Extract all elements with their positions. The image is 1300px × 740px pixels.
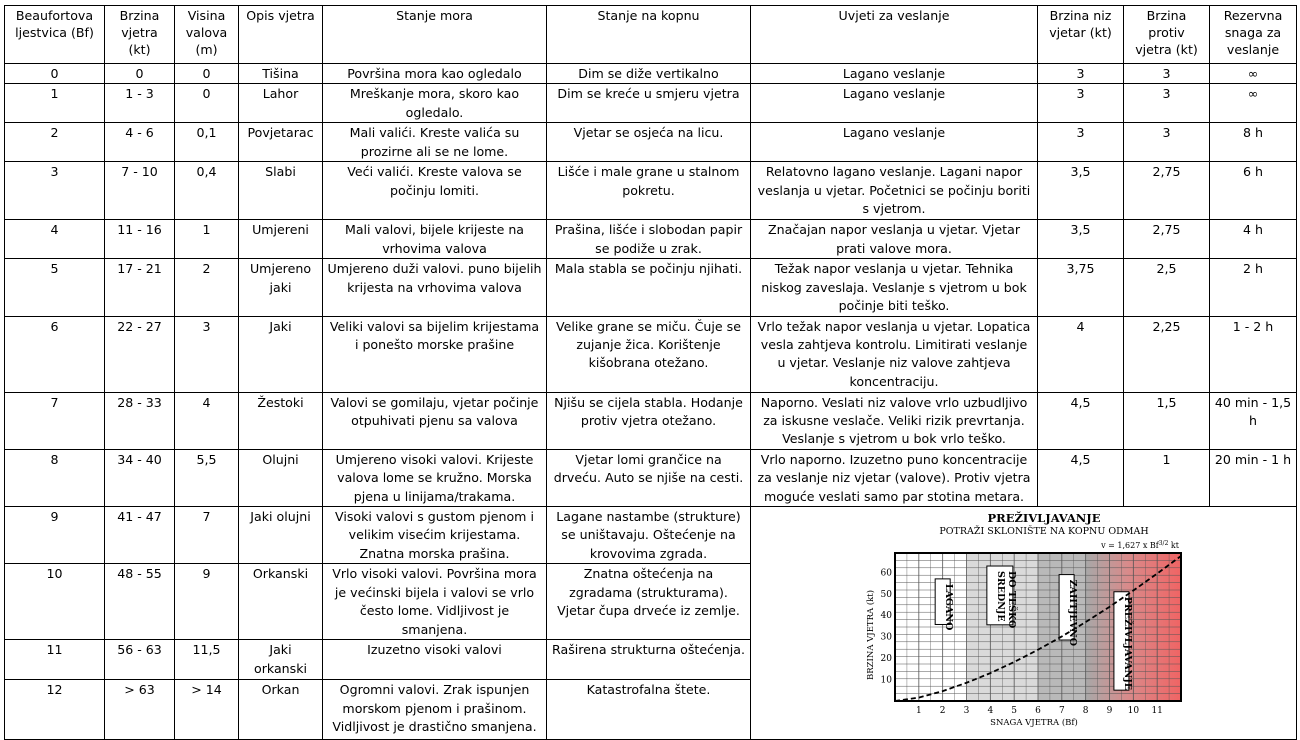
wind-description-cell: Olujni bbox=[239, 449, 323, 506]
land-state-cell: Vjetar se osjeća na licu. bbox=[547, 123, 751, 162]
downwind-speed-cell: 4,5 bbox=[1038, 392, 1124, 449]
wind-speed-cell: 28 - 33 bbox=[105, 392, 175, 449]
column-header: Brzina niz vjetar (kt) bbox=[1038, 6, 1124, 64]
column-header: Brzina vjetra (kt) bbox=[105, 6, 175, 64]
wind-description-cell: Žestoki bbox=[239, 392, 323, 449]
y-tick-label: 10 bbox=[880, 675, 892, 686]
y-tick-label: 20 bbox=[880, 654, 892, 665]
wind-speed-cell: 22 - 27 bbox=[105, 316, 175, 392]
wind-description-cell: Jaki bbox=[239, 316, 323, 392]
rowing-conditions-cell: Relatovno lagano veslanje. Lagani napor veslanja u vjetar. Početnici se počinju boriti s vjetrom. bbox=[751, 162, 1038, 220]
sea-state-cell: Mreškanje mora, skoro kao ogledalo. bbox=[323, 84, 547, 123]
wind-description-cell: Slabi bbox=[239, 162, 323, 220]
wind-speed-cell: 1 - 3 bbox=[105, 84, 175, 123]
land-state-cell: Prašina, lišće i slobodan papir se podiže u zrak. bbox=[547, 220, 751, 259]
y-tick-label: 50 bbox=[880, 589, 892, 600]
bf-cell: 1 bbox=[5, 84, 105, 123]
bf-cell: 0 bbox=[5, 64, 105, 84]
bf-cell: 3 bbox=[5, 162, 105, 220]
zone-label: LAGANO bbox=[943, 583, 955, 631]
table-row bbox=[5, 84, 1297, 123]
reserve-power-cell: 6 h bbox=[1210, 162, 1297, 220]
wave-height-cell: 4 bbox=[175, 392, 239, 449]
chart-formula: v = 1,627 x $Bf^{3/2}$ kt bbox=[1101, 540, 1179, 551]
column-header: Beaufortova ljestvica (Bf) bbox=[5, 6, 105, 64]
y-axis-label: BRZINA VJETRA (kt) bbox=[866, 590, 876, 681]
x-tick-label: 6 bbox=[1035, 706, 1041, 717]
wind-speed-cell: 34 - 40 bbox=[105, 449, 175, 506]
land-state-cell: Dim se diže vertikalno bbox=[547, 64, 751, 84]
bf-cell: 11 bbox=[5, 640, 105, 680]
wave-height-cell: 3 bbox=[175, 316, 239, 392]
table-row bbox=[5, 162, 1297, 220]
wind-speed-cell: 17 - 21 bbox=[105, 259, 175, 316]
chart-grid bbox=[895, 553, 1181, 701]
upwind-speed-cell: 2,75 bbox=[1124, 162, 1210, 220]
table-row bbox=[5, 220, 1297, 259]
x-tick-label: 9 bbox=[1106, 706, 1113, 717]
rowing-conditions-cell: Lagano veslanje bbox=[751, 123, 1038, 162]
rowing-conditions-cell: Vrlo težak napor veslanja u vjetar. Lopatica vesla zahtjeva kontrolu. Limitirati veslanje u vjetar. Veslanje niz valove zahtjeva koncentraciju. bbox=[751, 316, 1038, 392]
x-tick-label: 5 bbox=[1011, 706, 1018, 717]
wind-description-cell: Tišina bbox=[239, 64, 323, 84]
bf-cell: 8 bbox=[5, 449, 105, 506]
rowing-conditions-cell: Značajan napor veslanja u vjetar. Vjetar prati valove mora. bbox=[751, 220, 1038, 259]
upwind-speed-cell: 2,25 bbox=[1124, 316, 1210, 392]
upwind-speed-cell: 3 bbox=[1124, 84, 1210, 123]
zone-label: PREŽIVLJAVANJE bbox=[1121, 596, 1133, 691]
sea-state-cell: Ogromni valovi. Zrak ispunjen morskom pjenom i prašinom. Vidljivost je drastično smanjena. bbox=[323, 680, 547, 740]
bf-cell: 5 bbox=[5, 259, 105, 316]
wave-height-cell: > 14 bbox=[175, 680, 239, 740]
survival-chart-cell bbox=[751, 507, 1297, 740]
wave-height-cell: 1 bbox=[175, 220, 239, 259]
sea-state-cell: Vrlo visoki valovi. Površina mora je većinski bijela i valovi se vrlo često lome. Vidljivost je smanjena. bbox=[323, 564, 547, 640]
column-header: Opis vjetra bbox=[239, 6, 323, 64]
table-row bbox=[5, 392, 1297, 449]
y-tick-label: 60 bbox=[880, 568, 892, 579]
downwind-speed-cell: 3 bbox=[1038, 123, 1124, 162]
bf-cell: 4 bbox=[5, 220, 105, 259]
reserve-power-cell: 20 min - 1 h bbox=[1210, 449, 1297, 506]
sea-state-cell: Površina mora kao ogledalo bbox=[323, 64, 547, 84]
column-header: Visina valova (m) bbox=[175, 6, 239, 64]
sea-state-cell: Mali valovi, bijele krijeste na vrhovima valova bbox=[323, 220, 547, 259]
wind-speed-cell: > 63 bbox=[105, 680, 175, 740]
bf-cell: 10 bbox=[5, 564, 105, 640]
zone-label: SREDNJE bbox=[994, 571, 1006, 622]
downwind-speed-cell: 3,5 bbox=[1038, 220, 1124, 259]
downwind-speed-cell: 3 bbox=[1038, 84, 1124, 123]
rowing-conditions-cell: Lagano veslanje bbox=[751, 64, 1038, 84]
table-row bbox=[5, 449, 1297, 506]
downwind-speed-cell: 4,5 bbox=[1038, 449, 1124, 506]
wave-height-cell: 0,4 bbox=[175, 162, 239, 220]
wave-height-cell: 0,1 bbox=[175, 123, 239, 162]
wind-description-cell: Jaki orkanski bbox=[239, 640, 323, 680]
land-state-cell: Lišće i male grane u stalnom pokretu. bbox=[547, 162, 751, 220]
wave-height-cell: 5,5 bbox=[175, 449, 239, 506]
bf-cell: 12 bbox=[5, 680, 105, 740]
reserve-power-cell: 1 - 2 h bbox=[1210, 316, 1297, 392]
upwind-speed-cell: 3 bbox=[1124, 123, 1210, 162]
chart-subtitle: POTRAŽI SKLONIŠTE NA KOPNU ODMAH bbox=[939, 526, 1149, 538]
x-tick-label: 7 bbox=[1058, 706, 1065, 717]
rowing-conditions-cell: Težak napor veslanja u vjetar. Tehnika niskog zaveslaja. Veslanje s vjetrom u bok počinje biti teško. bbox=[751, 259, 1038, 316]
column-header: Stanje na kopnu bbox=[547, 6, 751, 64]
sea-state-cell: Valovi se gomilaju, vjetar počinje otpuhivati pjenu sa valova bbox=[323, 392, 547, 449]
bf-cell: 2 bbox=[5, 123, 105, 162]
reserve-power-cell: ∞ bbox=[1210, 84, 1297, 123]
bf-cell: 6 bbox=[5, 316, 105, 392]
downwind-speed-cell: 3,5 bbox=[1038, 162, 1124, 220]
x-tick-label: 3 bbox=[963, 706, 970, 717]
reserve-power-cell: 2 h bbox=[1210, 259, 1297, 316]
bf-cell: 7 bbox=[5, 392, 105, 449]
land-state-cell: Mala stabla se počinju njihati. bbox=[547, 259, 751, 316]
sea-state-cell: Visoki valovi s gustom pjenom i velikim visećim krijestama. Znatna morska prašina. bbox=[323, 507, 547, 564]
x-tick-label: 11 bbox=[1151, 706, 1163, 717]
reserve-power-cell: 4 h bbox=[1210, 220, 1297, 259]
survival-chart bbox=[751, 507, 1295, 739]
table-row bbox=[5, 259, 1297, 316]
x-tick-label: 1 bbox=[915, 706, 922, 717]
wind-speed-cell: 11 - 16 bbox=[105, 220, 175, 259]
column-header: Rezervna snaga za veslanje bbox=[1210, 6, 1297, 64]
land-state-cell: Lagane nastambe (strukture) se uništavaju. Oštećenje na krovovima zgrada. bbox=[547, 507, 751, 564]
table-row bbox=[5, 64, 1297, 84]
downwind-speed-cell: 4 bbox=[1038, 316, 1124, 392]
sea-state-cell: Mali valići. Kreste valića su prozirne ali se ne lome. bbox=[323, 123, 547, 162]
wind-description-cell: Orkanski bbox=[239, 564, 323, 640]
upwind-speed-cell: 3 bbox=[1124, 64, 1210, 84]
beaufort-table bbox=[4, 5, 1297, 740]
table-row bbox=[5, 123, 1297, 162]
wind-description-cell: Orkan bbox=[239, 680, 323, 740]
wind-description-cell: Lahor bbox=[239, 84, 323, 123]
x-tick-label: 2 bbox=[939, 706, 946, 717]
x-tick-label: 8 bbox=[1082, 706, 1089, 717]
wind-description-cell: Umjereni bbox=[239, 220, 323, 259]
land-state-cell: Raširena strukturna oštećenja. bbox=[547, 640, 751, 680]
wind-speed-cell: 41 - 47 bbox=[105, 507, 175, 564]
land-state-cell: Dim se kreće u smjeru vjetra bbox=[547, 84, 751, 123]
sea-state-cell: Veliki valovi sa bijelim krijestama i ponešto morske prašine bbox=[323, 316, 547, 392]
y-tick-label: 30 bbox=[880, 632, 892, 643]
zone-label: DO TEŠKO bbox=[1005, 571, 1017, 629]
column-header: Brzina protiv vjetra (kt) bbox=[1124, 6, 1210, 64]
wave-height-cell: 0 bbox=[175, 64, 239, 84]
land-state-cell: Znatna oštećenja na zgradama (strukturama). Vjetar čupa drveće iz zemlje. bbox=[547, 564, 751, 640]
reserve-power-cell: 8 h bbox=[1210, 123, 1297, 162]
land-state-cell: Njišu se cijela stabla. Hodanje protiv vjetra otežano. bbox=[547, 392, 751, 449]
chart-formula-unit: kt bbox=[1168, 541, 1179, 551]
wind-speed-cell: 56 - 63 bbox=[105, 640, 175, 680]
reserve-power-cell: 40 min - 1,5 h bbox=[1210, 392, 1297, 449]
column-header: Uvjeti za veslanje bbox=[751, 6, 1038, 64]
table-row bbox=[5, 316, 1297, 392]
rowing-conditions-cell: Naporno. Veslati niz valove vrlo uzbudljivo za iskusne veslače. Veliki rizik prevrtanja. Veslanje s vjetrom u bok vrlo teško. bbox=[751, 392, 1038, 449]
wave-height-cell: 9 bbox=[175, 564, 239, 640]
sea-state-cell: Veći valići. Kreste valova se počinju lomiti. bbox=[323, 162, 547, 220]
chart-formula-exponent: 3/2 bbox=[1158, 540, 1169, 548]
reserve-power-cell: ∞ bbox=[1210, 64, 1297, 84]
bf-cell: 9 bbox=[5, 507, 105, 564]
land-state-cell: Katastrofalna štete. bbox=[547, 680, 751, 740]
upwind-speed-cell: 2,75 bbox=[1124, 220, 1210, 259]
x-tick-label: 10 bbox=[1127, 706, 1140, 717]
zone-label: ZAHTJEVNO bbox=[1067, 579, 1079, 647]
wind-speed-cell: 7 - 10 bbox=[105, 162, 175, 220]
wave-height-cell: 7 bbox=[175, 507, 239, 564]
wave-height-cell: 11,5 bbox=[175, 640, 239, 680]
x-axis-label: SNAGA VJETRA (Bf) bbox=[990, 718, 1078, 729]
column-header: Stanje mora bbox=[323, 6, 547, 64]
land-state-cell: Velike grane se miču. Čuje se zujanje žica. Korištenje kišobrana otežano. bbox=[547, 316, 751, 392]
y-tick-label: 40 bbox=[880, 611, 892, 622]
wind-description-cell: Povjetarac bbox=[239, 123, 323, 162]
sea-state-cell: Izuzetno visoki valovi bbox=[323, 640, 547, 680]
wind-speed-cell: 48 - 55 bbox=[105, 564, 175, 640]
wind-description-cell: Umjereno jaki bbox=[239, 259, 323, 316]
rowing-conditions-cell: Vrlo naporno. Izuzetno puno koncentracije za veslanje niz vjetar (valove). Protiv vjetra moguće veslati samo par stotina metara. bbox=[751, 449, 1038, 506]
downwind-speed-cell: 3,75 bbox=[1038, 259, 1124, 316]
wind-speed-cell: 0 bbox=[105, 64, 175, 84]
table-row bbox=[5, 507, 1297, 564]
land-state-cell: Vjetar lomi grančice na drveću. Auto se njiše na cesti. bbox=[547, 449, 751, 506]
x-tick-label: 4 bbox=[987, 706, 994, 717]
upwind-speed-cell: 1 bbox=[1124, 449, 1210, 506]
rowing-conditions-cell: Lagano veslanje bbox=[751, 84, 1038, 123]
downwind-speed-cell: 3 bbox=[1038, 64, 1124, 84]
upwind-speed-cell: 2,5 bbox=[1124, 259, 1210, 316]
chart-title: PREŽIVLJAVANJE bbox=[987, 511, 1101, 526]
wind-speed-cell: 4 - 6 bbox=[105, 123, 175, 162]
wave-height-cell: 2 bbox=[175, 259, 239, 316]
upwind-speed-cell: 1,5 bbox=[1124, 392, 1210, 449]
sea-state-cell: Umjereno visoki valovi. Krijeste valova lome se kružno. Morska pjena u linijama/trakama. bbox=[323, 449, 547, 506]
header-row bbox=[5, 6, 1297, 64]
wave-height-cell: 0 bbox=[175, 84, 239, 123]
sea-state-cell: Umjereno duži valovi. puno bijelih krijesta na vrhovima valova bbox=[323, 259, 547, 316]
wind-description-cell: Jaki olujni bbox=[239, 507, 323, 564]
